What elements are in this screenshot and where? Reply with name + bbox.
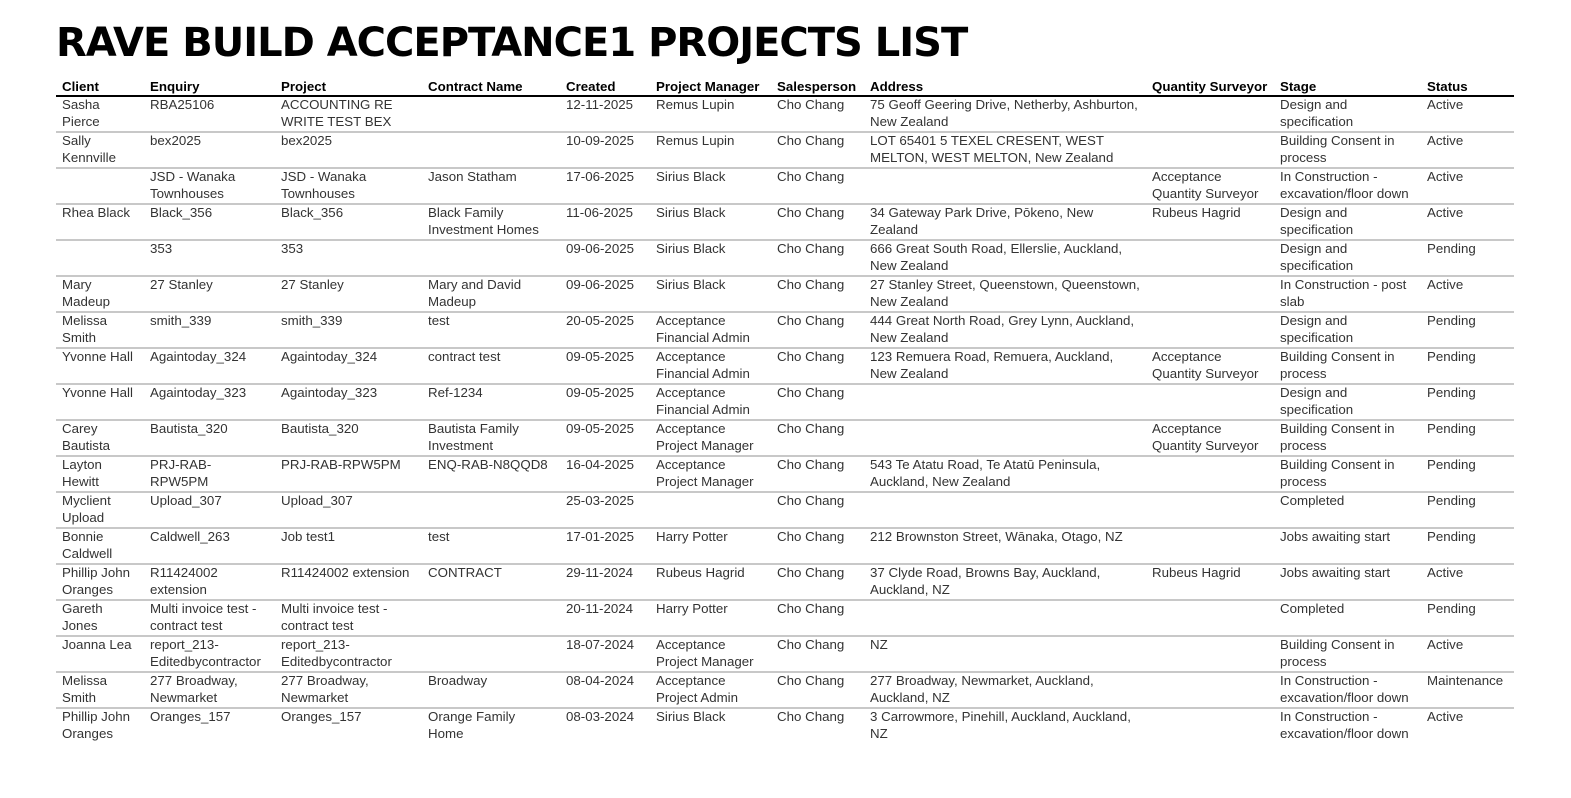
project-manager-cell: Acceptance Project Manager <box>650 420 771 456</box>
address-cell <box>864 600 1146 636</box>
enquiry-cell: RBA25106 <box>144 96 275 132</box>
quantity-surveyor-cell: Acceptance Quantity Surveyor <box>1146 348 1274 384</box>
salesperson-cell: Cho Chang <box>771 636 864 672</box>
created-cell: 25-03-2025 <box>560 492 650 528</box>
project-cell: 277 Broadway, Newmarket <box>275 672 422 708</box>
project-manager-cell: Acceptance Financial Admin <box>650 348 771 384</box>
quantity-surveyor-cell <box>1146 96 1274 132</box>
table-row <box>56 132 1514 168</box>
project-cell: report_213-Editedbycontractor <box>275 636 422 672</box>
quantity-surveyor-cell: Rubeus Hagrid <box>1146 204 1274 240</box>
contract-name-cell: test <box>422 528 560 564</box>
table-row <box>56 348 1514 384</box>
contract-name-cell <box>422 600 560 636</box>
stage-cell: Design and specification <box>1274 240 1421 276</box>
stage-cell: Building Consent in process <box>1274 636 1421 672</box>
quantity-surveyor-cell <box>1146 528 1274 564</box>
client-cell: Myclient Upload <box>56 492 144 528</box>
salesperson-cell: Cho Chang <box>771 564 864 600</box>
created-cell: 09-06-2025 <box>560 276 650 312</box>
project-cell: bex2025 <box>275 132 422 168</box>
project-manager-cell: Acceptance Project Admin <box>650 672 771 708</box>
enquiry-cell: Black_356 <box>144 204 275 240</box>
enquiry-cell: R11424002 extension <box>144 564 275 600</box>
column-header-client: Client <box>56 76 144 96</box>
address-cell: 444 Great North Road, Grey Lynn, Auckland, New Zealand <box>864 312 1146 348</box>
address-cell <box>864 420 1146 456</box>
client-cell: Bonnie Caldwell <box>56 528 144 564</box>
stage-cell: Design and specification <box>1274 312 1421 348</box>
address-cell: 37 Clyde Road, Browns Bay, Auckland, Auckland, NZ <box>864 564 1146 600</box>
created-cell: 29-11-2024 <box>560 564 650 600</box>
salesperson-cell: Cho Chang <box>771 312 864 348</box>
status-cell: Active <box>1421 564 1514 600</box>
status-cell: Pending <box>1421 384 1514 420</box>
column-header-address: Address <box>864 76 1146 96</box>
contract-name-cell <box>422 132 560 168</box>
column-header-project: Project <box>275 76 422 96</box>
project-manager-cell: Sirius Black <box>650 240 771 276</box>
contract-name-cell: Ref-1234 <box>422 384 560 420</box>
client-cell: Carey Bautista <box>56 420 144 456</box>
status-cell: Active <box>1421 276 1514 312</box>
client-cell: Layton Hewitt <box>56 456 144 492</box>
status-cell: Active <box>1421 168 1514 204</box>
project-cell: 27 Stanley <box>275 276 422 312</box>
table-row <box>56 564 1514 600</box>
stage-cell: Design and specification <box>1274 384 1421 420</box>
status-cell: Pending <box>1421 420 1514 456</box>
address-cell: 212 Brownston Street, Wānaka, Otago, NZ <box>864 528 1146 564</box>
quantity-surveyor-cell <box>1146 600 1274 636</box>
address-cell: 27 Stanley Street, Queenstown, Queenstown, New Zealand <box>864 276 1146 312</box>
address-cell: 123 Remuera Road, Remuera, Auckland, New Zealand <box>864 348 1146 384</box>
stage-cell: Jobs awaiting start <box>1274 528 1421 564</box>
project-manager-cell: Sirius Black <box>656 709 726 724</box>
enquiry-cell: Againtoday_323 <box>144 384 275 420</box>
column-header-enquiry: Enquiry <box>144 76 275 96</box>
client-cell: Melissa Smith <box>56 312 144 348</box>
status-cell: Pending <box>1421 240 1514 276</box>
project-cell: Oranges_157 <box>281 709 362 724</box>
projects-table <box>56 76 1514 743</box>
client-cell: Rhea Black <box>56 204 144 240</box>
quantity-surveyor-cell: Acceptance Quantity Surveyor <box>1146 420 1274 456</box>
project-cell: smith_339 <box>275 312 422 348</box>
address-cell <box>864 168 1146 204</box>
enquiry-cell: Bautista_320 <box>144 420 275 456</box>
quantity-surveyor-cell <box>1146 636 1274 672</box>
contract-name-cell: ENQ-RAB-N8QQD8 <box>422 456 560 492</box>
salesperson-cell: Cho Chang <box>771 240 864 276</box>
project-manager-cell: Acceptance Financial Admin <box>650 312 771 348</box>
salesperson-cell: Cho Chang <box>771 348 864 384</box>
salesperson-cell: Cho Chang <box>771 456 864 492</box>
enquiry-cell: 277 Broadway, Newmarket <box>144 672 275 708</box>
quantity-surveyor-cell <box>1146 312 1274 348</box>
column-header-salesperson: Salesperson <box>771 76 864 96</box>
project-cell: Againtoday_323 <box>275 384 422 420</box>
created-cell: 09-05-2025 <box>560 384 650 420</box>
stage-cell: Building Consent in process <box>1274 132 1421 168</box>
project-manager-cell: Sirius Black <box>650 204 771 240</box>
project-manager-cell <box>650 492 771 528</box>
created-cell: 08-04-2024 <box>560 672 650 708</box>
quantity-surveyor-cell <box>1146 240 1274 276</box>
salesperson-cell: Cho Chang <box>777 709 845 724</box>
stage-cell: Design and specification <box>1274 204 1421 240</box>
table-row <box>56 204 1514 240</box>
table-row <box>56 168 1514 204</box>
column-header-created: Created <box>560 76 650 96</box>
status-cell: Pending <box>1421 528 1514 564</box>
contract-name-cell: Broadway <box>422 672 560 708</box>
salesperson-cell: Cho Chang <box>771 204 864 240</box>
stage-cell: In Construction - post slab <box>1274 276 1421 312</box>
client-cell: Joanna Lea <box>56 636 144 672</box>
project-manager-cell: Harry Potter <box>650 600 771 636</box>
project-cell: Multi invoice test - contract test <box>275 600 422 636</box>
address-cell: 3 Carrowmore, Pinehill, Auckland, Auckland, NZ <box>870 709 1131 741</box>
stage-cell: Completed <box>1274 600 1421 636</box>
status-cell: Pending <box>1421 600 1514 636</box>
status-cell: Maintenance <box>1421 672 1514 708</box>
contract-name-cell <box>422 492 560 528</box>
address-cell <box>864 492 1146 528</box>
status-cell: Active <box>1421 636 1514 672</box>
created-cell: 09-06-2025 <box>560 240 650 276</box>
created-cell: 16-04-2025 <box>560 456 650 492</box>
status-cell: Active <box>1421 204 1514 240</box>
address-cell: 34 Gateway Park Drive, Pōkeno, New Zealand <box>864 204 1146 240</box>
project-cell: 353 <box>275 240 422 276</box>
contract-name-cell: Orange Family Home <box>428 709 516 741</box>
quantity-surveyor-cell: Rubeus Hagrid <box>1146 564 1274 600</box>
quantity-surveyor-cell <box>1146 492 1274 528</box>
enquiry-cell: Caldwell_263 <box>144 528 275 564</box>
contract-name-cell: Black Family Investment Homes <box>422 204 560 240</box>
stage-cell: Building Consent in process <box>1274 456 1421 492</box>
salesperson-cell: Cho Chang <box>771 132 864 168</box>
table-row <box>56 600 1514 636</box>
created-cell: 09-05-2025 <box>560 348 650 384</box>
table-row <box>56 240 1514 276</box>
stage-cell: In Construction - excavation/floor down <box>1274 168 1421 204</box>
created-cell: 17-01-2025 <box>560 528 650 564</box>
status-cell: Pending <box>1421 348 1514 384</box>
created-cell: 12-11-2025 <box>560 96 650 132</box>
project-manager-cell: Remus Lupin <box>650 132 771 168</box>
status-cell: Pending <box>1421 312 1514 348</box>
status-cell: Active <box>1427 709 1464 724</box>
salesperson-cell: Cho Chang <box>771 528 864 564</box>
project-cell: Job test1 <box>275 528 422 564</box>
salesperson-cell: Cho Chang <box>771 672 864 708</box>
client-cell: Phillip John Oranges <box>56 564 144 600</box>
project-cell: Bautista_320 <box>275 420 422 456</box>
table-row <box>56 492 1514 528</box>
table-row <box>56 312 1514 348</box>
status-cell: Pending <box>1421 492 1514 528</box>
enquiry-cell: 27 Stanley <box>144 276 275 312</box>
stage-cell: Design and specification <box>1274 96 1421 132</box>
created-cell: 20-05-2025 <box>560 312 650 348</box>
project-cell: Againtoday_324 <box>275 348 422 384</box>
project-manager-cell: Acceptance Project Manager <box>650 636 771 672</box>
salesperson-cell: Cho Chang <box>771 276 864 312</box>
contract-name-cell <box>422 240 560 276</box>
enquiry-cell: 353 <box>144 240 275 276</box>
quantity-surveyor-cell <box>1146 132 1274 168</box>
address-cell: LOT 65401 5 TEXEL CRESENT, WEST MELTON, WEST MELTON, New Zealand <box>864 132 1146 168</box>
table-row <box>56 96 1514 132</box>
contract-name-cell: contract test <box>422 348 560 384</box>
quantity-surveyor-cell <box>1146 276 1274 312</box>
project-cell: R11424002 extension <box>275 564 422 600</box>
salesperson-cell: Cho Chang <box>771 492 864 528</box>
address-cell: 666 Great South Road, Ellerslie, Auckland, New Zealand <box>864 240 1146 276</box>
project-manager-cell: Sirius Black <box>650 168 771 204</box>
contract-name-cell: test <box>422 312 560 348</box>
project-manager-cell: Rubeus Hagrid <box>650 564 771 600</box>
column-header-quantity-surveyor: Quantity Surveyor <box>1146 76 1274 96</box>
salesperson-cell: Cho Chang <box>771 96 864 132</box>
contract-name-cell <box>422 636 560 672</box>
client-cell: Sasha Pierce <box>56 96 144 132</box>
quantity-surveyor-cell <box>1146 384 1274 420</box>
enquiry-cell: smith_339 <box>144 312 275 348</box>
column-header-stage: Stage <box>1274 76 1421 96</box>
quantity-surveyor-cell: Acceptance Quantity Surveyor <box>1146 168 1274 204</box>
stage-cell: Building Consent in process <box>1274 420 1421 456</box>
client-cell <box>56 240 144 276</box>
created-cell: 11-06-2025 <box>560 204 650 240</box>
salesperson-cell: Cho Chang <box>771 600 864 636</box>
project-manager-cell: Acceptance Project Manager <box>650 456 771 492</box>
address-cell: 75 Geoff Geering Drive, Netherby, Ashburton, New Zealand <box>864 96 1146 132</box>
table-body <box>56 96 1514 743</box>
project-manager-cell: Remus Lupin <box>650 96 771 132</box>
project-cell: JSD - Wanaka Townhouses <box>275 168 422 204</box>
enquiry-cell: Oranges_157 <box>150 709 231 724</box>
contract-name-cell <box>422 96 560 132</box>
stage-cell: Jobs awaiting start <box>1274 564 1421 600</box>
projects-list-page <box>56 18 1514 743</box>
table-row <box>56 384 1514 420</box>
enquiry-cell: Multi invoice test - contract test <box>144 600 275 636</box>
table-row <box>56 672 1514 708</box>
created-cell: 20-11-2024 <box>560 600 650 636</box>
stage-cell: Building Consent in process <box>1274 348 1421 384</box>
salesperson-cell: Cho Chang <box>771 420 864 456</box>
client-cell: Gareth Jones <box>56 600 144 636</box>
table-row <box>56 636 1514 672</box>
enquiry-cell: JSD - Wanaka Townhouses <box>144 168 275 204</box>
table-row <box>56 420 1514 456</box>
project-manager-cell: Acceptance Financial Admin <box>650 384 771 420</box>
address-cell: NZ <box>864 636 1146 672</box>
client-cell: Yvonne Hall <box>56 348 144 384</box>
stage-cell: Completed <box>1274 492 1421 528</box>
column-header-project-manager: Project Manager <box>650 76 771 96</box>
client-cell: Mary Madeup <box>56 276 144 312</box>
enquiry-cell: report_213-Editedbycontractor <box>144 636 275 672</box>
column-header-contract-name: Contract Name <box>422 76 560 96</box>
stage-cell: In Construction - excavation/floor down <box>1274 672 1421 708</box>
table-row <box>56 528 1514 564</box>
created-cell: 17-06-2025 <box>560 168 650 204</box>
table-row <box>56 276 1514 312</box>
quantity-surveyor-cell <box>1146 672 1274 708</box>
project-manager-cell: Sirius Black <box>650 276 771 312</box>
quantity-surveyor-cell <box>1146 708 1274 743</box>
project-cell: Black_356 <box>275 204 422 240</box>
salesperson-cell: Cho Chang <box>771 168 864 204</box>
salesperson-cell: Cho Chang <box>771 384 864 420</box>
table-row <box>56 708 1514 743</box>
project-cell: Upload_307 <box>275 492 422 528</box>
enquiry-cell: PRJ-RAB-RPW5PM <box>144 456 275 492</box>
enquiry-cell: Upload_307 <box>144 492 275 528</box>
client-cell: Phillip John Oranges <box>62 709 131 741</box>
enquiry-cell: bex2025 <box>144 132 275 168</box>
enquiry-cell: Againtoday_324 <box>144 348 275 384</box>
table-row <box>56 456 1514 492</box>
contract-name-cell: CONTRACT <box>422 564 560 600</box>
client-cell: Yvonne Hall <box>56 384 144 420</box>
client-cell <box>56 168 144 204</box>
contract-name-cell: Mary and David Madeup <box>422 276 560 312</box>
status-cell: Pending <box>1421 456 1514 492</box>
project-cell: PRJ-RAB-RPW5PM <box>275 456 422 492</box>
contract-name-cell: Jason Statham <box>422 168 560 204</box>
address-cell <box>864 384 1146 420</box>
created-cell: 18-07-2024 <box>560 636 650 672</box>
table-header-row <box>56 76 1514 96</box>
client-cell: Melissa Smith <box>56 672 144 708</box>
created-cell: 10-09-2025 <box>560 132 650 168</box>
stage-cell: In Construction - excavation/floor down <box>1280 709 1409 741</box>
column-header-status: Status <box>1421 76 1514 96</box>
created-cell: 08-03-2024 <box>566 709 635 724</box>
client-cell: Sally Kennville <box>56 132 144 168</box>
status-cell: Active <box>1421 96 1514 132</box>
project-manager-cell: Harry Potter <box>650 528 771 564</box>
contract-name-cell: Bautista Family Investment <box>422 420 560 456</box>
page-title: RAVE BUILD ACCEPTANCE1 PROJECTS LIST <box>56 20 968 66</box>
address-cell: 277 Broadway, Newmarket, Auckland, Auckland, NZ <box>864 672 1146 708</box>
project-cell: ACCOUNTING RE WRITE TEST BEX <box>275 96 422 132</box>
quantity-surveyor-cell <box>1146 456 1274 492</box>
status-cell: Active <box>1421 132 1514 168</box>
created-cell: 09-05-2025 <box>560 420 650 456</box>
address-cell: 543 Te Atatu Road, Te Atatū Peninsula, Auckland, New Zealand <box>864 456 1146 492</box>
